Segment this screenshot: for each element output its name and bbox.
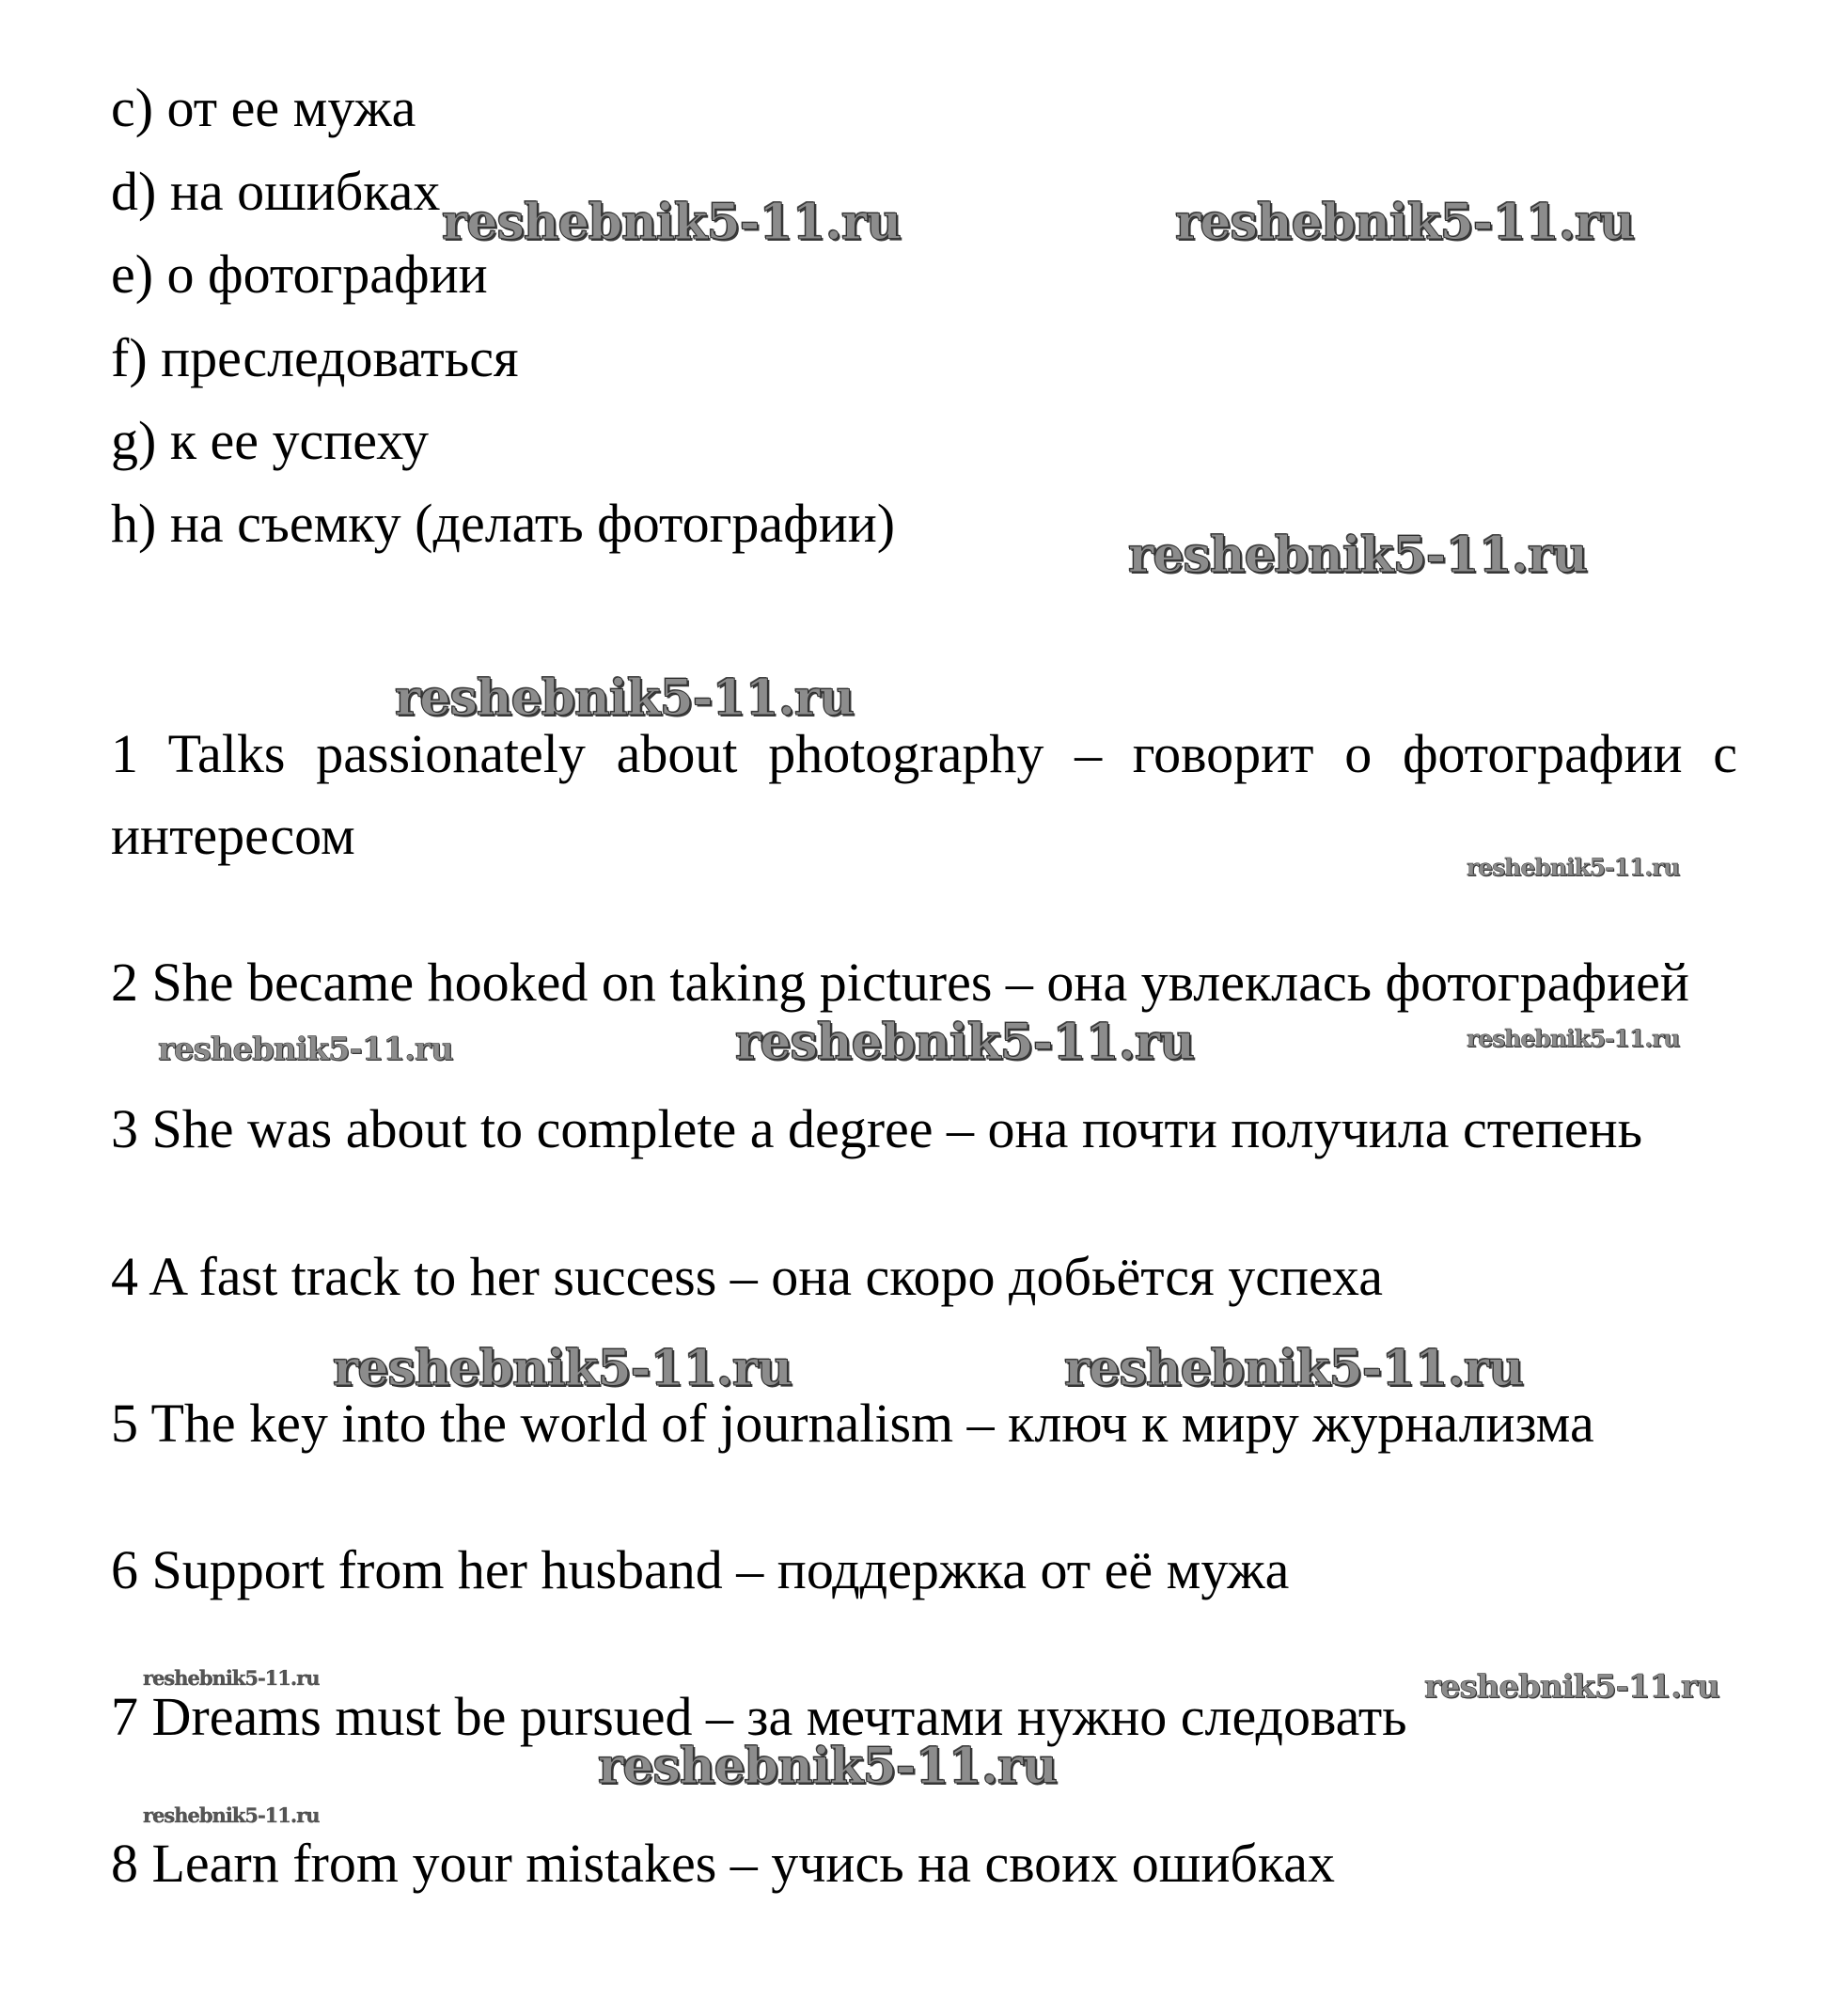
watermark: reshebnik5-11.ru [598, 1738, 1058, 1795]
option-h: h) на съемку (делать фотографии) [111, 493, 896, 554]
answer-6: 6 Support from her husband – поддержка от её мужа [111, 1539, 1290, 1600]
answer-5: 5 The key into the world of journalism – ключ к миру журнализма [111, 1393, 1594, 1454]
option-d: d) на ошибках [111, 161, 441, 222]
watermark: reshebnik5-11.ru [1175, 194, 1635, 251]
watermark: reshebnik5-11.ru [333, 1340, 792, 1397]
answer-3: 3 She was about to complete a degree – она почти получила степень [111, 1098, 1643, 1159]
watermark: reshebnik5-11.ru [1064, 1340, 1524, 1397]
answer-4: 4 A fast track to her success – она скоро добьётся успеха [111, 1246, 1383, 1307]
answer-1: 1 Talks passionately about photography – говорит о фотографии с [111, 723, 1737, 784]
watermark: reshebnik5-11.ru [1467, 1025, 1680, 1052]
watermark: reshebnik5-11.ru [1467, 854, 1680, 881]
option-g: g) к ее успеху [111, 410, 430, 471]
option-e: e) о фотографии [111, 244, 488, 305]
watermark: reshebnik5-11.ru [158, 1031, 453, 1068]
answer-8: 8 Learn from your mistakes – учись на своих ошибках [111, 1833, 1335, 1894]
watermark: reshebnik5-11.ru [1424, 1668, 1719, 1706]
option-c: c) от ее мужа [111, 77, 416, 138]
watermark: reshebnik5-11.ru [395, 669, 855, 727]
watermark: reshebnik5-11.ru [1128, 527, 1588, 584]
option-f: f) преследоваться [111, 327, 519, 388]
answer-2: 2 She became hooked on taking pictures – она увлеклась фотографией [111, 952, 1689, 1013]
watermark: reshebnik5-11.ru [735, 1014, 1195, 1071]
watermark: reshebnik5-11.ru [442, 194, 902, 251]
watermark: reshebnik5-11.ru [143, 1666, 320, 1690]
answer-7: 7 Dreams must be pursued – за мечтами нужно следовать [111, 1686, 1407, 1747]
answer-1-continuation: интересом [111, 805, 355, 866]
watermark: reshebnik5-11.ru [143, 1803, 320, 1827]
